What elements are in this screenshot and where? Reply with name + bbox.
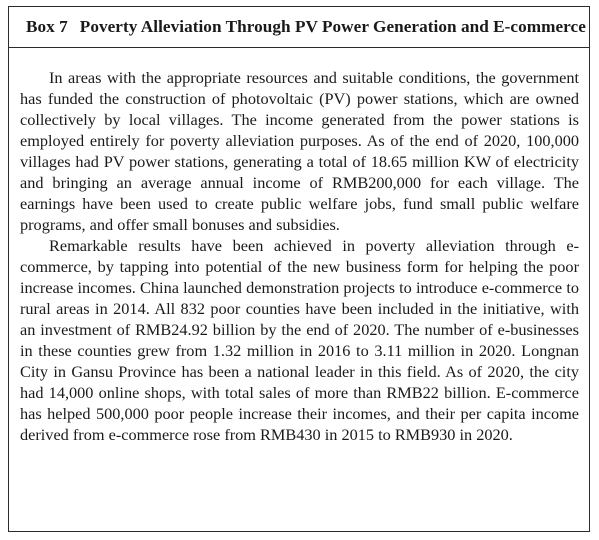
paragraph-pv-power: In areas with the appropriate resources and suitable conditions, the government has funded the construction of photovoltaic (PV) power stations, which are owned collectively by local villages. The income generated from the power stations is employed entirely for poverty alleviation purposes. As of the end of 2020, 100,000 villages had PV power stations, generating a total of 18.65 million KW of electricity and bringing an average annual income of RMB200,000 for each village. The earnings have been used to create public welfare jobs, fund small public welfare programs, and offer small bonuses and subsidies. — [20, 68, 579, 234]
text-box — [8, 6, 590, 532]
box-header — [9, 7, 589, 48]
box-title — [26, 17, 586, 37]
paragraph-e-commerce: Remarkable results have been achieved in poverty alleviation through e-commerce, by tapping into potential of the new business form for helping the poor increase incomes. China launched demonstration projects to introduce e-commerce to rural areas in 2014. All 832 poor counties have been included in the initiative, with an investment of RMB24.92 billion by the end of 2020. The number of e-businesses in these counties grew from 1.32 million in 2016 to 3.11 million in 2020. Longnan City in Gansu Province has been a national leader in this field. As of 2020, the city had 14,000 online shops, with total sales of more than RMB22 billion. E-commerce has helped 500,000 poor people increase their incomes, and their per capita income derived from e-commerce rose from RMB430 in 2015 to RMB930 in 2020. — [20, 236, 579, 444]
box-body — [9, 48, 589, 445]
box-label: Box 7 — [26, 17, 68, 36]
box-heading: Poverty Alleviation Through PV Power Generation and E-commerce — [79, 17, 586, 36]
